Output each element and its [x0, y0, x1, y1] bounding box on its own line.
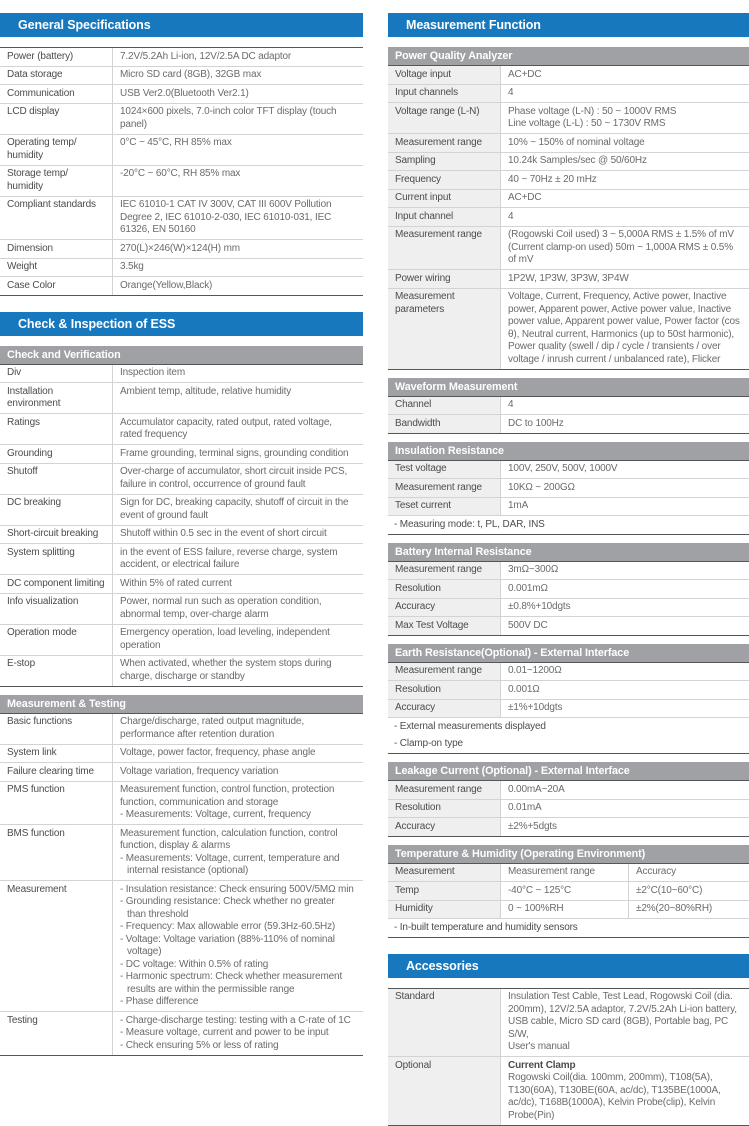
row-value	[113, 495, 363, 525]
row-label: Voltage range (L-N)	[388, 103, 501, 133]
table-subheader: Leakage Current (Optional) - External Interface	[388, 762, 749, 780]
value-line: - Measure voltage, current and power to be input	[120, 1027, 329, 1038]
row-label: DC component limiting	[0, 575, 113, 593]
table-row	[0, 166, 363, 197]
row-label: Max Test Voltage	[388, 617, 501, 635]
value-line: IEC 61010-1 CAT IV 300V, CAT III 600V Pollution Degree 2, IEC 61010-2-030, IEC 61010-031, IEC 61326, EN 50160	[120, 199, 332, 235]
table-subheader: Waveform Measurement	[388, 378, 749, 396]
table-row	[0, 526, 363, 545]
table-row	[0, 365, 363, 384]
row-label: Measurement parameters	[388, 289, 501, 369]
table-row	[0, 714, 363, 745]
table-row	[388, 461, 749, 480]
header-cell: Measurement range	[501, 864, 629, 882]
value-line: Line voltage (L-L) : 50 ~ 1730V RMS	[508, 118, 666, 129]
value-line: 3mΩ~300Ω	[508, 564, 559, 575]
row-value	[113, 240, 363, 258]
table-footnote: - Clamp-on type	[394, 738, 463, 749]
row-value	[113, 544, 363, 574]
row-label: Standard	[388, 989, 501, 1057]
spec-table	[0, 47, 363, 296]
row-label: Failure clearing time	[0, 763, 113, 781]
row-label: DC breaking	[0, 495, 113, 525]
table-row	[0, 240, 363, 259]
table-row	[0, 575, 363, 594]
value-line: 100V, 250V, 500V, 1000V	[508, 463, 618, 474]
value-line: 1024×600 pixels, 7.0-inch color TFT display (touch panel)	[120, 106, 337, 130]
table-row	[0, 544, 363, 575]
section-title-text: Accessories	[406, 958, 479, 973]
table-row	[388, 800, 749, 819]
value-line: - Voltage: Voltage variation (88%-110% of nominal voltage)	[120, 933, 335, 957]
value-line: Voltage variation, frequency variation	[120, 765, 279, 777]
value-line: - Measurements: Voltage, current, temperature and internal resistance (optional)	[120, 852, 340, 876]
row-value	[113, 881, 363, 1011]
table-row	[0, 1012, 363, 1055]
value-line: Inspection item	[120, 367, 186, 378]
value-line: Sign for DC, breaking capacity, shutoff of circuit in the event of ground fault	[120, 497, 349, 521]
value-line: When activated, whether the system stops during charge, discharge or standby	[120, 658, 332, 682]
row-value	[113, 625, 363, 655]
row-label: Measurement range	[388, 134, 501, 152]
row-value	[113, 67, 363, 85]
table-row	[0, 745, 363, 764]
row-label: Weight	[0, 259, 113, 277]
row-value	[501, 1057, 749, 1125]
row-label: Operating temp/ humidity	[0, 135, 113, 165]
row-value	[113, 445, 363, 463]
row-value	[113, 745, 363, 763]
table-row	[388, 562, 749, 581]
row-label: LCD display	[0, 104, 113, 134]
row-label: Channel	[388, 397, 501, 415]
row-value	[113, 464, 363, 494]
row-label: Communication	[0, 85, 113, 103]
value-line: Voltage, power factor, frequency, phase angle	[120, 747, 316, 758]
value-line: 10KΩ ~ 200GΩ	[508, 481, 575, 493]
row-label: Installation environment	[0, 383, 113, 413]
row-value	[501, 681, 749, 699]
value-line: (Rogowski Coil used) 3 ~ 5,000A RMS ± 1.5% of mV	[508, 229, 734, 240]
value-line: - Frequency: Max allowable error (59.3Hz-60.5Hz)	[120, 921, 336, 932]
row-label: Basic functions	[0, 714, 113, 744]
table-row	[0, 67, 363, 86]
table-row	[388, 901, 749, 920]
section-title	[0, 312, 363, 336]
row-value	[113, 714, 363, 744]
row-label: Shutoff	[0, 464, 113, 494]
row-value	[501, 270, 749, 288]
table-row	[0, 104, 363, 135]
table-row	[0, 445, 363, 464]
row-label: Operation mode	[0, 625, 113, 655]
table-row	[388, 882, 749, 901]
value-line: ±2%+5dgts	[508, 820, 557, 832]
row-label: Testing	[0, 1012, 113, 1055]
table-row	[0, 383, 363, 414]
value-line: 4	[508, 87, 514, 98]
row-value	[113, 526, 363, 544]
row-value	[501, 989, 749, 1057]
table-row	[388, 227, 749, 271]
row-value	[501, 208, 749, 226]
table-subheader: Temperature & Humidity (Operating Environment)	[388, 845, 749, 863]
table-row	[388, 208, 749, 227]
row-label: Div	[0, 365, 113, 383]
value-line: 7.2V/5.2Ah Li-ion, 12V/2.5A DC adaptor	[120, 50, 292, 62]
table-subheader: Earth Resistance(Optional) - External Interface	[388, 644, 749, 662]
table-row	[0, 881, 363, 1012]
value-line: Measurement function, calculation function, control function, display & alarms	[120, 827, 338, 851]
row-value-title: Current Clamp	[508, 1059, 576, 1071]
table-row	[388, 103, 749, 134]
table-row	[388, 190, 749, 209]
row-value	[501, 66, 749, 84]
row-label: Measurement range	[388, 663, 501, 681]
table-row	[0, 197, 363, 241]
row-label: System link	[0, 745, 113, 763]
table-row	[0, 656, 363, 686]
row-value	[113, 763, 363, 781]
row-value	[113, 1012, 363, 1055]
row-value	[501, 818, 749, 836]
table-row	[388, 153, 749, 172]
row-label: Measurement range	[388, 562, 501, 580]
table-row	[388, 781, 749, 800]
row-label: Short-circuit breaking	[0, 526, 113, 544]
value-line: Over-charge of accumulator, short circuit inside PCS, failure in control, occurrence of ground fault	[120, 466, 348, 490]
row-label: Current input	[388, 190, 501, 208]
spec-table	[0, 364, 363, 687]
header-cell: Measurement	[388, 864, 501, 882]
table-row	[388, 989, 749, 1058]
table-row	[388, 681, 749, 700]
value-line: - Grounding resistance: Check whether no greater than threshold	[120, 896, 335, 920]
table-row	[0, 782, 363, 826]
row-value	[501, 781, 749, 799]
row-value	[501, 562, 749, 580]
row-label: Humidity	[388, 901, 501, 919]
spec-table	[388, 780, 749, 837]
table-row	[388, 479, 749, 498]
table-subheader: Battery Internal Resistance	[388, 543, 749, 561]
row-value	[501, 800, 749, 818]
row-value	[113, 782, 363, 825]
row-label: Voltage input	[388, 66, 501, 84]
spec-table	[388, 561, 749, 636]
row-label: Measurement	[0, 881, 113, 1011]
row-value	[113, 166, 363, 196]
row-label: Teset current	[388, 498, 501, 516]
table-footnote: - Measuring mode: t, PL, DAR, INS	[394, 518, 545, 530]
row-label: Temp	[388, 882, 501, 900]
value-line: -20°C ~ 60°C, RH 85% max	[120, 168, 241, 179]
row-value	[501, 289, 749, 369]
row-value	[113, 825, 363, 880]
row-label: BMS function	[0, 825, 113, 880]
value-line: - Measurements: Voltage, current, frequency	[120, 809, 311, 820]
row-value	[113, 197, 363, 240]
row-value	[501, 397, 749, 415]
row-label: Input channel	[388, 208, 501, 226]
value-line: Within 5% of rated current	[120, 577, 232, 589]
right-column	[388, 13, 749, 1121]
row-value	[501, 153, 749, 171]
value-line: 10% ~ 150% of nominal voltage	[508, 136, 645, 148]
table-subheader: Power Quality Analyzer	[388, 47, 749, 65]
table-row	[0, 825, 363, 881]
spec-table-3col	[388, 863, 749, 938]
row-value	[113, 365, 363, 383]
row-value	[501, 190, 749, 208]
value-line: Phase voltage (L-N) : 50 ~ 1000V RMS	[508, 105, 677, 117]
value-line: DC to 100Hz	[508, 417, 564, 429]
value-line: in the event of ESS failure, reverse charge, system accident, or electrical failure	[120, 546, 338, 570]
row-label: Grounding	[0, 445, 113, 463]
spec-table	[388, 65, 749, 370]
spec-table	[388, 662, 749, 755]
row-value	[501, 599, 749, 617]
value-line: 0.00mA~20A	[508, 783, 565, 795]
value-line: Ambient temp, altitude, relative humidity	[120, 385, 292, 397]
row-label: Resolution	[388, 580, 501, 598]
table-row	[388, 818, 749, 836]
row-value	[113, 656, 363, 686]
row-label: Measurement range	[388, 227, 501, 270]
row-label: Compliant standards	[0, 197, 113, 240]
row-label: Data storage	[0, 67, 113, 85]
table-row	[388, 617, 749, 635]
table-subheader: Insulation Resistance	[388, 442, 749, 460]
section-title	[0, 13, 363, 37]
row-value	[113, 135, 363, 165]
value-line: Shutoff within 0.5 sec in the event of short circuit	[120, 528, 327, 539]
spec-table	[388, 396, 749, 434]
table-row	[388, 171, 749, 190]
table-row	[0, 625, 363, 656]
row-value	[501, 498, 749, 516]
row-value	[501, 171, 749, 189]
row-label: Power wiring	[388, 270, 501, 288]
value-line: ±0.8%+10dgts	[508, 601, 571, 612]
value-line: AC+DC	[508, 192, 542, 203]
table-row	[0, 135, 363, 166]
row-label: Resolution	[388, 800, 501, 818]
section-title-text: General Specifications	[18, 18, 151, 32]
row-label: Ratings	[0, 414, 113, 444]
row-value	[113, 104, 363, 134]
row-value	[113, 277, 363, 295]
row-value: -40°C ~ 125°C	[501, 882, 629, 900]
table-header-row	[388, 864, 749, 883]
value-line: - Phase difference	[120, 996, 199, 1007]
row-label: Measurement range	[388, 479, 501, 497]
row-label: Measurement range	[388, 781, 501, 799]
row-value	[501, 103, 749, 133]
row-value	[501, 461, 749, 479]
value-line: User's manual	[508, 1041, 570, 1052]
table-row	[0, 259, 363, 278]
row-value: ±2%(20~80%RH)	[636, 903, 713, 914]
table-row	[388, 580, 749, 599]
row-value	[501, 617, 749, 635]
table-row	[388, 134, 749, 153]
table-row	[0, 85, 363, 104]
value-line: Micro SD card (8GB), 32GB max	[120, 69, 262, 80]
row-value	[113, 414, 363, 444]
row-label: Input channels	[388, 85, 501, 103]
section-title-text: Check & Inspection of ESS	[18, 316, 176, 331]
value-line: 3.5kg	[120, 261, 144, 272]
row-value	[113, 85, 363, 103]
value-line: 0°C ~ 45°C, RH 85% max	[120, 137, 232, 148]
row-value	[113, 594, 363, 624]
row-label: Bandwidth	[388, 415, 501, 433]
spec-table	[0, 713, 363, 1056]
value-line: 0.001Ω	[508, 683, 540, 695]
value-line: 1mA	[508, 500, 529, 511]
left-column	[0, 13, 363, 1051]
value-line: Charge/discharge, rated output magnitude, performance after retention duration	[120, 716, 304, 740]
header-cell: Accuracy	[636, 866, 676, 877]
row-value	[501, 134, 749, 152]
table-row	[388, 415, 749, 433]
value-line: 1P2W, 1P3W, 3P3W, 3P4W	[508, 272, 629, 284]
section-title	[388, 13, 749, 37]
value-line: USB Ver2.0(Bluetooth Ver2.1)	[120, 87, 249, 99]
row-value	[501, 415, 749, 433]
section-title-text: Measurement Function	[406, 18, 541, 32]
row-value	[501, 227, 749, 270]
row-label: System splitting	[0, 544, 113, 574]
value-line: Frame grounding, terminal signs, grounding condition	[120, 447, 349, 459]
table-row	[0, 763, 363, 782]
row-value	[501, 479, 749, 497]
table-row	[0, 464, 363, 495]
table-row	[0, 594, 363, 625]
row-label: Optional	[388, 1057, 501, 1125]
value-line: 0.01mA	[508, 802, 542, 813]
row-label: Info visualization	[0, 594, 113, 624]
section-title	[388, 954, 749, 978]
value-line: (Current clamp-on used) 50m ~ 1,000A RMS ± 0.5% of mV	[508, 241, 733, 265]
value-line: 10.24k Samples/sec @ 50/60Hz	[508, 155, 647, 166]
value-line: 500V DC	[508, 619, 548, 631]
table-subheader: Check and Verification	[0, 346, 363, 364]
table-row	[388, 397, 749, 416]
row-value	[113, 383, 363, 413]
row-value	[501, 700, 749, 718]
row-label: Accuracy	[388, 818, 501, 836]
row-label: Accuracy	[388, 700, 501, 718]
value-line: 40 ~ 70Hz ± 20 mHz	[508, 173, 597, 185]
row-label: Sampling	[388, 153, 501, 171]
table-subheader: Measurement & Testing	[0, 695, 363, 713]
table-row	[388, 700, 749, 719]
row-label: Power (battery)	[0, 48, 113, 66]
row-label: Dimension	[0, 240, 113, 258]
row-label: E-stop	[0, 656, 113, 686]
row-value	[113, 259, 363, 277]
row-value: ±2°C(10~60°C)	[636, 884, 703, 896]
table-row	[388, 498, 749, 517]
value-line: - Harmonic spectrum: Check whether measurement results are within the permissible range	[120, 971, 343, 995]
row-value	[501, 580, 749, 598]
table-row	[388, 599, 749, 618]
value-line: - Insulation resistance: Check ensuring 500V/5MΩ min	[120, 883, 354, 895]
value-line: - Charge-discharge testing: testing with a C-rate of 1C	[120, 1014, 351, 1026]
row-value	[501, 85, 749, 103]
row-label: Case Color	[0, 277, 113, 295]
value-line: AC+DC	[508, 68, 542, 80]
value-line: Insulation Test Cable, Test Lead, Rogowski Coil (dia. 200mm), 12V/2.5A adaptor, 7.2V/5.2Ah Li-ion battery, USB cable, Micro SD card (8GB), Portable bag, PC S/W,	[508, 991, 737, 1040]
value-line: 4	[508, 399, 514, 410]
spec-table	[388, 460, 749, 535]
value-line: Orange(Yellow,Black)	[120, 279, 213, 291]
table-row	[388, 270, 749, 289]
row-value	[501, 663, 749, 681]
value-line: 270(L)×246(W)×124(H) mm	[120, 242, 240, 254]
table-row	[388, 66, 749, 85]
spec-table	[388, 988, 749, 1126]
row-value: 0 ~ 100%RH	[501, 901, 629, 919]
table-row	[388, 85, 749, 104]
table-footnote: - In-built temperature and humidity sensors	[394, 921, 578, 933]
table-row	[0, 48, 363, 67]
row-label: PMS function	[0, 782, 113, 825]
value-line: Emergency operation, load leveling, independent operation	[120, 627, 330, 651]
table-row	[388, 1057, 749, 1125]
row-label: Accuracy	[388, 599, 501, 617]
value-line: Voltage, Current, Frequency, Active power, Inactive power, Apparent power, Active power value, Inactive power value, Apparent power value, Power factor (cos θ), Neutral current, Harmonics (up to 50st harmonic), Power quality (swell / dip / cycle / transients / over voltage / inrush current / unbalanced rate), Flicker	[508, 291, 740, 365]
value-line: 0.01~1200Ω	[508, 665, 562, 676]
value-line: Power, normal run such as operation condition, abnormal temp, over-charge alarm	[120, 596, 322, 620]
value-line: Rogowski Coil(dia. 100mm, 200mm), T108(5A), T130(60A), T130BE(60A, ac/dc), T135BE(1000A, ac/dc), T168B(1000A), Kelvin Probe(clip), Kelvin Probe(Pin)	[508, 1072, 721, 1121]
row-label: Storage temp/ humidity	[0, 166, 113, 196]
row-value	[113, 48, 363, 66]
table-row	[0, 495, 363, 526]
table-row	[0, 414, 363, 445]
table-footnote: - External measurements displayed	[394, 720, 546, 732]
value-line: 4	[508, 210, 514, 222]
table-row	[388, 663, 749, 682]
row-label: Test voltage	[388, 461, 501, 479]
value-line: ±1%+10dgts	[508, 702, 563, 713]
value-line: Measurement function, control function, protection function, communication and storage	[120, 784, 335, 808]
value-line: Accumulator capacity, rated output, rated voltage, rated frequency	[120, 416, 332, 440]
row-label: Resolution	[388, 681, 501, 699]
table-row	[388, 289, 749, 369]
value-line: - Check ensuring 5% or less of rating	[120, 1039, 279, 1051]
row-label: Frequency	[388, 171, 501, 189]
table-row	[0, 277, 363, 295]
value-line: - DC voltage: Within 0.5% of rating	[120, 958, 269, 970]
value-line: 0.001mΩ	[508, 582, 548, 594]
row-value	[113, 575, 363, 593]
